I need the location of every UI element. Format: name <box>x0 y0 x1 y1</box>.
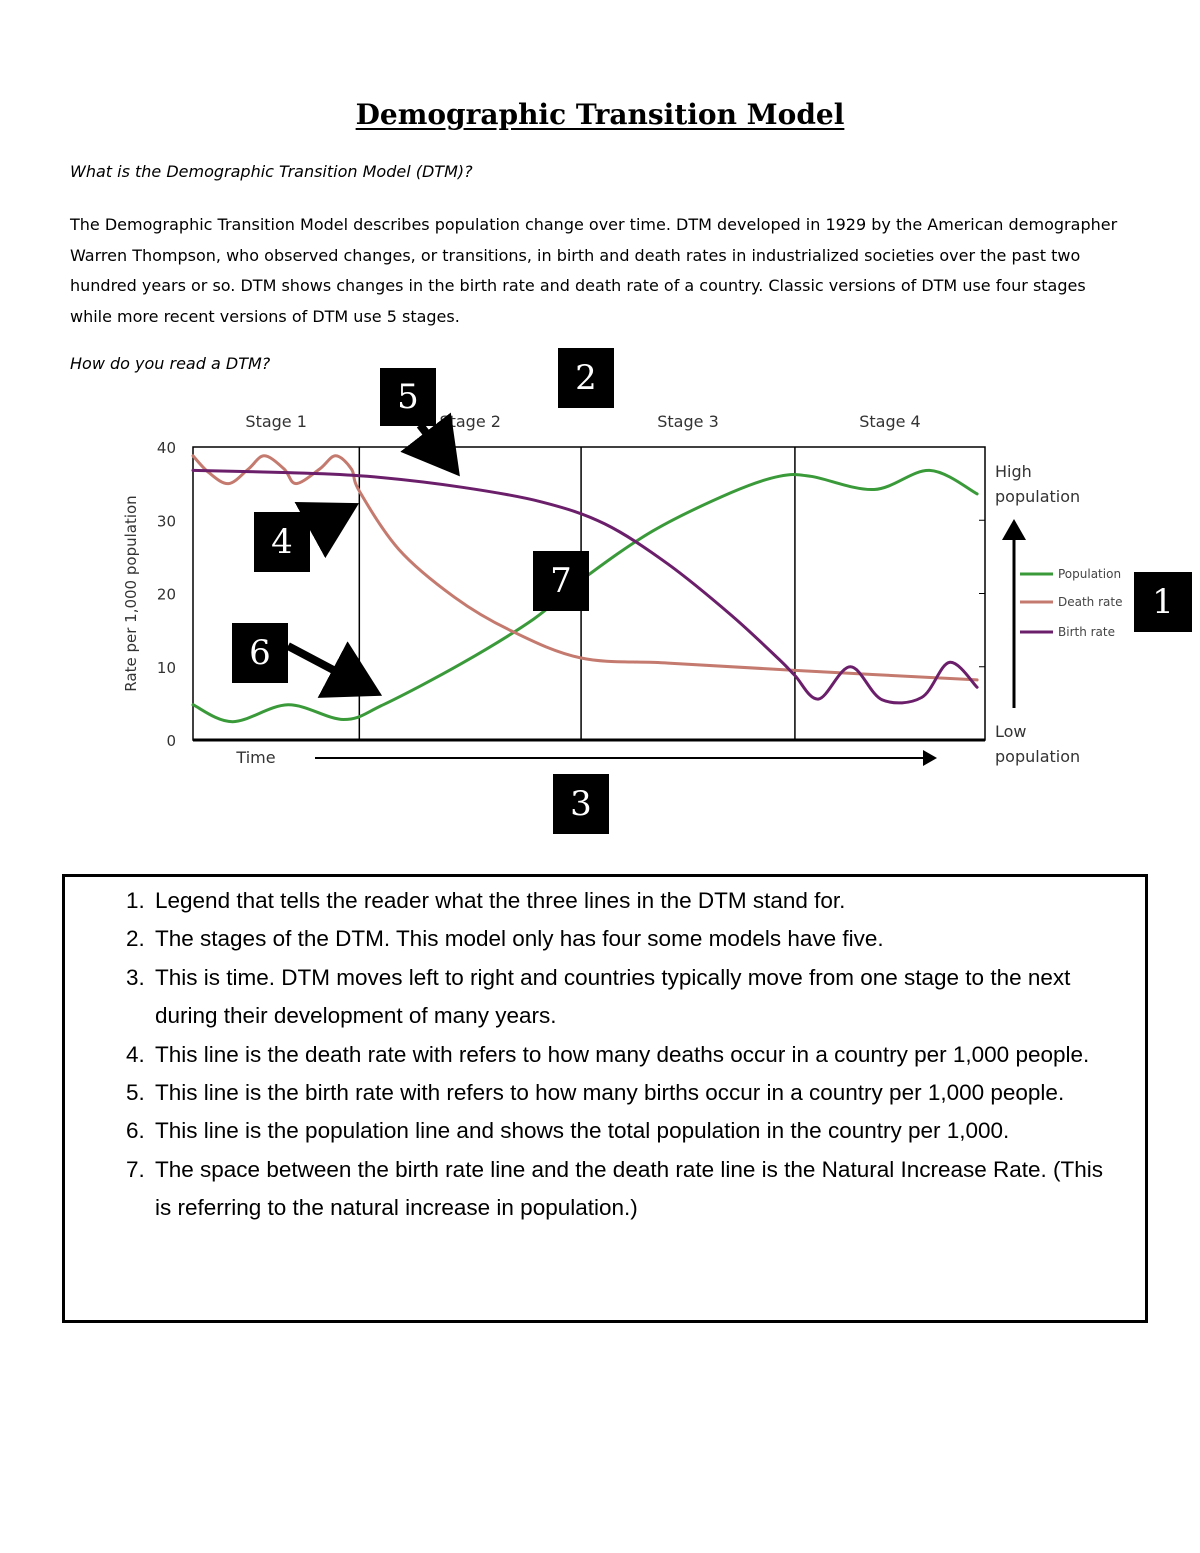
legend-label-population: Population <box>1058 567 1122 581</box>
y-tick-label: 20 <box>156 585 176 604</box>
badge-2: 2 <box>558 348 614 408</box>
legend-label-death: Death rate <box>1058 595 1123 609</box>
y-tick-label: 10 <box>156 658 176 677</box>
x-axis-label: Time <box>236 748 276 767</box>
right-axis-top-word-1: High <box>995 462 1032 481</box>
right-axis-bottom-word-1: Low <box>995 722 1027 741</box>
note-item-2: 2. The stages of the DTM. This model only has four some models have five. <box>151 920 1125 958</box>
note-item-4: 4. This line is the death rate with refers to how many deaths occur in a country per 1,000 people. <box>151 1036 1125 1074</box>
stage-label: Stage 3 <box>657 412 719 431</box>
y-tick-label: 30 <box>156 512 176 531</box>
badge-7: 7 <box>533 551 589 611</box>
question-how-to-read: How do you read a DTM? <box>70 354 271 373</box>
stage-label: Stage 1 <box>245 412 307 431</box>
right-axis-top-word-2: population <box>995 487 1081 506</box>
badge-4: 4 <box>254 512 310 572</box>
y-tick-label: 0 <box>166 732 176 750</box>
note-item-6: 6. This line is the population line and shows the total population in the country per 1,000. <box>151 1112 1125 1150</box>
badge-5: 5 <box>380 368 436 426</box>
plot-frame <box>193 447 985 740</box>
y-tick-label: 40 <box>156 439 176 457</box>
note-item-5: 5. This line is the birth rate with refers to how many births occur in a country per 1,000 people. <box>151 1074 1125 1112</box>
y-axis-label: Rate per 1,000 population <box>122 495 140 692</box>
stage-label: Stage 2 <box>439 412 501 431</box>
right-axis-top-label <box>995 462 1080 506</box>
badge-6: 6 <box>232 623 288 683</box>
question-what-is-dtm: What is the Demographic Transition Model (DTM)? <box>70 162 473 181</box>
explanation-box <box>62 874 1148 1323</box>
badge-3: 3 <box>553 774 609 834</box>
right-axis-bottom-word-2: population <box>995 747 1081 766</box>
badge-1: 1 <box>1134 572 1192 632</box>
page-title: Demographic Transition Model <box>355 98 845 131</box>
intro-paragraph: The Demographic Transition Model describes population change over time. DTM developed in 1929 by the American demographer Warren Thompson, who observed changes, or transitions, in birth and death rates in industrialized societies over the past two hundred years or so. DTM shows changes in the birth rate and death rate of a country. Classic versions of DTM use four stages while more recent versions of DTM use 5 stages. <box>70 215 1118 326</box>
note-item-7: 7. The space between the birth rate line and the death rate line is the Natural Increase Rate. (This is referring to the natural increase in population.) <box>151 1151 1125 1228</box>
legend-label-birth: Birth rate <box>1058 625 1115 639</box>
note-item-1: 1. Legend that tells the reader what the three lines in the DTM stand for. <box>151 882 1125 920</box>
right-axis-bottom-label <box>995 722 1080 766</box>
note-item-3: 3. This is time. DTM moves left to right and countries typically move from one stage to the next during their development of many years. <box>151 959 1125 1036</box>
stage-label: Stage 4 <box>859 412 921 431</box>
